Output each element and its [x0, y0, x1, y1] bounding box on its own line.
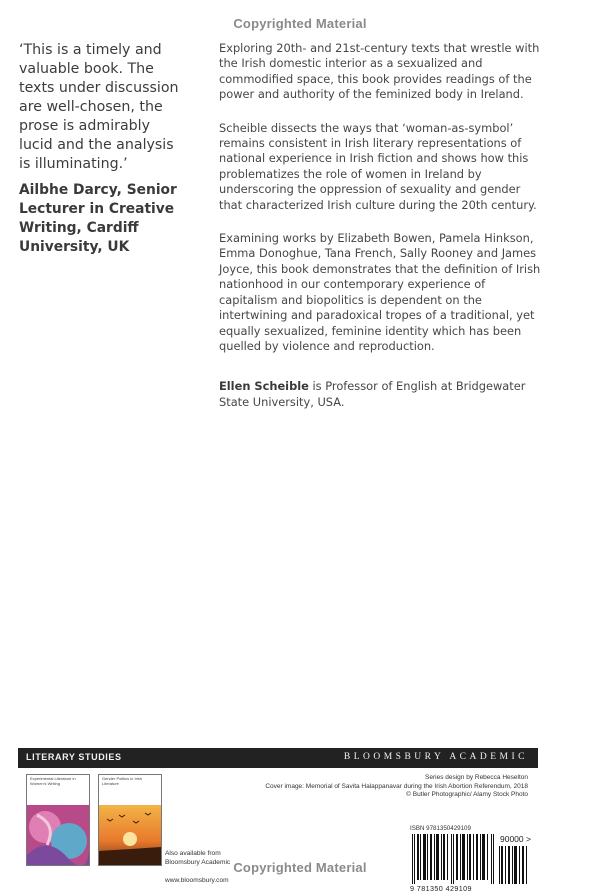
author-bio: [219, 379, 541, 410]
related-book-cover-1[interactable]: [26, 774, 90, 866]
review-quote-column: [19, 41, 179, 257]
credit-photo: © Butler Photographic/ Alamy Stock Photo: [406, 791, 528, 799]
publisher-label: BLOOMSBURY ACADEMIC: [343, 752, 528, 762]
blurb-paragraph-1: Exploring 20th- and 21st-century texts that wrestle with the Irish domestic interior as a sexualized and commodified space, this book provides readings of the power and authority of the feminized body in Ireland.: [219, 41, 540, 102]
related-book-art-2: [99, 805, 161, 865]
related-book-title-2: Gender Politics in Irish Literature: [102, 776, 143, 786]
watermark-top: Copyrighted Material: [233, 16, 367, 31]
blurb-paragraph-2: Scheible dissects the ways that ‘woman-as-symbol’ remains consistent in Irish literary representations of national experience in Irish fiction and shows how this problematizes the role of women in Ireland by underscoring the oppression of sexuality and gender that characterized Irish culture during the 20th century.: [219, 120, 537, 212]
footer-body: [18, 768, 538, 895]
related-book-cover-2[interactable]: [98, 774, 162, 866]
isbn-barcode: [410, 826, 532, 892]
related-book-title-1: Experimental Literature in Women's Writing: [30, 776, 76, 786]
cover-credits: [168, 774, 528, 800]
author-name: Ellen Scheible: [219, 379, 309, 394]
also-available-text: Also available from Bloomsbury Academic: [165, 850, 231, 866]
watermark-bottom: Copyrighted Material: [233, 860, 367, 875]
credit-series-design: Series design by Rebecca Heselton: [425, 774, 528, 781]
blurb-paragraph-3: Examining works by Elizabeth Bowen, Pamela Hinkson, Emma Donoghue, Tana French, Sally Rooney and James Joyce, this book demonstrates that the definition of Irish nationhood in our contemporary experience of capitalism and biopolitics is dependent on the intertwining and paradoxical tropes of a traditional, yet equally sexualized, feminine identity which has been quelled by violence and reproduction.: [219, 231, 541, 353]
category-label: LITERARY STUDIES: [26, 752, 122, 762]
barcode-digits: 9 781350 429109: [410, 884, 472, 893]
footer-band: [18, 748, 538, 768]
barcode-bars: [410, 834, 496, 884]
author-bio-text: is Professor of English at Bridgewater State University, USA.: [219, 379, 526, 409]
price-code: 90000 >: [500, 834, 531, 844]
blurb-column: [219, 41, 541, 410]
review-quote: ‘This is a timely and valuable book. The texts under discussion are well-chosen, the prose is admirably lucid and the analysis is illuminating.’: [19, 42, 179, 172]
review-author: Ailbhe Darcy, Senior Lecturer in Creative Writing, Cardiff University, UK: [19, 182, 177, 255]
credit-cover-image: Cover image: Memorial of Savita Halappanavar during the Irish Abortion Referendum, 2018: [265, 782, 528, 790]
related-book-art-1: [27, 805, 89, 865]
publisher-website[interactable]: www.bloomsbury.com: [165, 877, 229, 884]
isbn-label: ISBN 9781350429109: [410, 825, 471, 832]
